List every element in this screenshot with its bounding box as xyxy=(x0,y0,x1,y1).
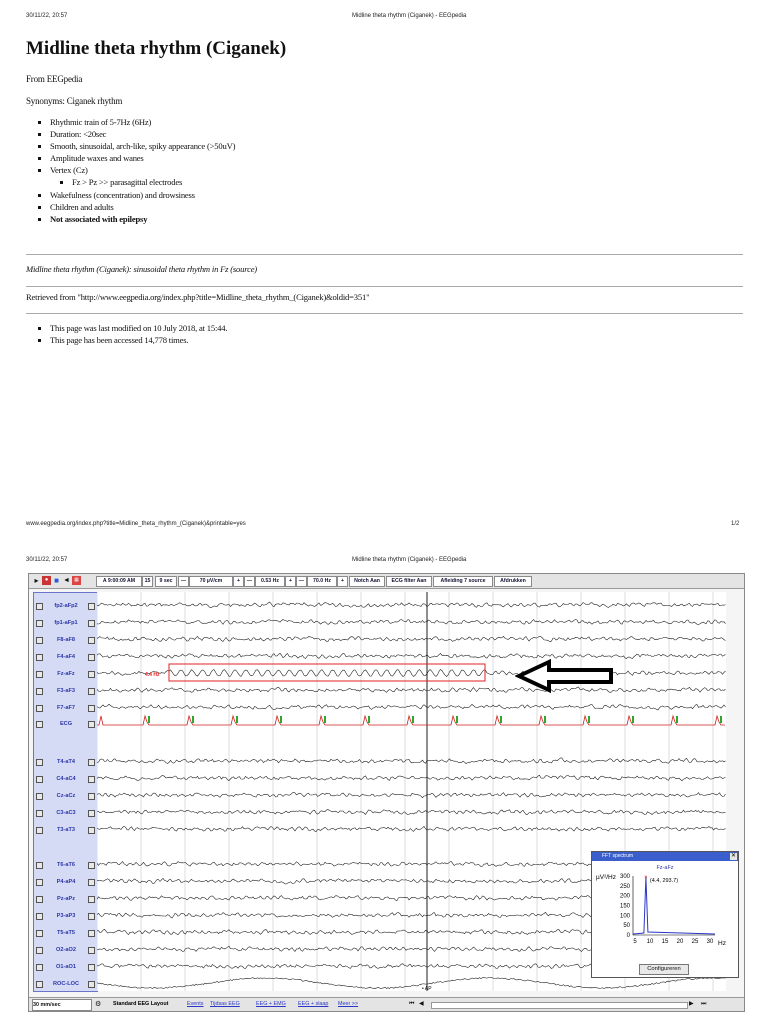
channel-options-icon[interactable] xyxy=(88,896,95,903)
figure-caption: Midline theta rhythm (Ciganek): sinusoidal theta rhythm in Fz (source) xyxy=(26,264,257,274)
channel-row[interactable] xyxy=(34,824,97,836)
page-number: 1/2 xyxy=(731,521,740,527)
eeg-toolbar xyxy=(29,574,744,589)
channel-row[interactable] xyxy=(34,876,97,888)
channel-options-icon[interactable] xyxy=(88,776,95,783)
tab-eeg-slaap[interactable]: EEG + slaap xyxy=(298,1001,329,1007)
speed-value: 30 mm/sec xyxy=(33,1002,61,1008)
channel-toggle-icon[interactable] xyxy=(36,688,43,695)
eeg-trace xyxy=(97,620,726,625)
notch-button[interactable]: Notch Aan xyxy=(349,576,385,587)
fft-ytick: 0 xyxy=(626,933,630,939)
channel-options-icon[interactable] xyxy=(88,913,95,920)
channel-toggle-icon[interactable] xyxy=(36,827,43,834)
channel-row[interactable] xyxy=(34,944,97,956)
eeg-trace xyxy=(97,636,726,641)
retrieved-link[interactable]: Retrieved from "http://www.eegpedia.org/index.php?title=Midline_theta_rhythm_(Ciganek)&oldid=351" xyxy=(26,292,370,302)
channel-label: ECG xyxy=(59,721,73,727)
frequency-marker-label: 4.4 Hz xyxy=(145,672,160,678)
channel-label: O1-aO1 xyxy=(56,964,76,970)
channel-options-icon[interactable] xyxy=(88,810,95,817)
channel-options-icon[interactable] xyxy=(88,654,95,661)
channel-toggle-icon[interactable] xyxy=(36,862,43,869)
close-icon[interactable]: ✕ xyxy=(730,853,737,859)
qrs-marker xyxy=(456,716,458,723)
channel-options-icon[interactable] xyxy=(88,688,95,695)
time-scrollbar[interactable] xyxy=(431,1002,688,1009)
qrs-marker xyxy=(720,716,722,723)
divider xyxy=(26,313,743,314)
tab-eeg-emg[interactable]: EEG + EMG xyxy=(256,1001,286,1007)
list-item-text: Vertex (Cz) xyxy=(50,165,88,176)
channel-toggle-icon[interactable] xyxy=(36,759,43,766)
channel-label: ROC-LOC xyxy=(52,981,80,987)
fft-ytick: 150 xyxy=(619,903,630,910)
theta-highlight-box[interactable] xyxy=(169,664,485,681)
eeg-trace xyxy=(97,792,726,798)
channel-label: T5-aT5 xyxy=(56,930,76,936)
eeg-trace xyxy=(97,653,726,658)
qrs-marker xyxy=(280,716,282,723)
arrow-left-icon xyxy=(515,658,615,694)
channel-options-icon[interactable] xyxy=(88,964,95,971)
sub-list-item: ▪ Fz > Pz >> parasagittal electrodes xyxy=(72,176,235,188)
settings-icon[interactable]: ⚙ xyxy=(95,1001,102,1008)
channel-options-icon[interactable] xyxy=(88,705,95,712)
eeg-trace xyxy=(97,602,726,608)
channel-row[interactable] xyxy=(34,859,97,871)
channel-toggle-icon[interactable] xyxy=(36,671,43,678)
channel-row[interactable] xyxy=(34,718,97,730)
channel-row[interactable] xyxy=(34,685,97,697)
channel-label: F3-aF3 xyxy=(56,688,76,694)
channel-toggle-icon[interactable] xyxy=(36,964,43,971)
lowcut-minus-button[interactable]: — xyxy=(244,576,255,587)
channel-row[interactable] xyxy=(34,773,97,785)
record-icon[interactable]: ● xyxy=(42,576,51,585)
eeg-trace xyxy=(97,826,726,831)
print-url: www.eegpedia.org/index.php?title=Midline_theta_rhythm_(Ciganek)&printable=yes xyxy=(26,521,246,527)
list-item: ▪ Duration: <20sec xyxy=(50,128,235,140)
fft-xtick: 5 xyxy=(633,939,637,945)
print-date: 30/11/22, 20:57 xyxy=(26,557,68,563)
page-title: Midline theta rhythm (Ciganek) xyxy=(26,38,287,59)
channel-row[interactable] xyxy=(34,893,97,905)
channel-label: F8-aF8 xyxy=(56,637,76,643)
channel-row[interactable] xyxy=(34,756,97,768)
channel-toggle-icon[interactable] xyxy=(36,793,43,800)
channel-list xyxy=(33,592,98,992)
channel-options-icon[interactable] xyxy=(88,947,95,954)
pointer-icon[interactable]: ▸ xyxy=(34,576,39,585)
qrs-marker xyxy=(500,716,502,723)
fft-channel-label: Fz-aFz xyxy=(656,865,674,871)
channel-row[interactable] xyxy=(34,651,97,663)
synonyms-line: Synonyms: Ciganek rhythm xyxy=(26,96,123,106)
list-item xyxy=(50,164,235,188)
ecg-filter-button[interactable]: ECG filter Aan xyxy=(386,576,432,587)
channel-row[interactable] xyxy=(34,702,97,714)
channel-label: fp1-aFp1 xyxy=(54,620,78,626)
channel-toggle-icon[interactable] xyxy=(36,947,43,954)
gain-minus-button[interactable]: — xyxy=(178,576,189,587)
eeg-trace xyxy=(97,687,726,692)
list-item: ▪ This page was last modified on 10 July 2018, at 15:44. xyxy=(50,322,227,334)
channel-options-icon[interactable] xyxy=(88,879,95,886)
lowcut-plus-button[interactable]: + xyxy=(285,576,296,587)
timebase-select[interactable]: 9 sec xyxy=(155,576,177,587)
channel-options-icon[interactable] xyxy=(88,793,95,800)
qrs-marker xyxy=(588,716,590,723)
list-item: ▪ Rhythmic train of 5-7Hz (6Hz) xyxy=(50,116,235,128)
fft-ytick: 50 xyxy=(623,923,630,930)
fft-peak-marker: × xyxy=(644,875,648,882)
print-title: Midline theta rhythm (Ciganek) - EEGpedia xyxy=(352,13,467,19)
fft-titlebar[interactable] xyxy=(592,852,738,861)
channel-toggle-icon[interactable] xyxy=(36,721,43,728)
channel-row[interactable] xyxy=(34,600,97,612)
next-page-icon[interactable]: ▶ xyxy=(689,1001,694,1007)
channel-row[interactable] xyxy=(34,668,97,680)
qrs-marker xyxy=(632,716,634,723)
eeg-trace xyxy=(97,670,726,677)
print-button[interactable]: Afdrukken xyxy=(494,576,532,587)
channel-row[interactable] xyxy=(34,634,97,646)
channel-toggle-icon[interactable] xyxy=(36,637,43,644)
list-item: ▪ This page has been accessed 14,778 times. xyxy=(50,334,227,346)
divider xyxy=(26,254,743,255)
qrs-marker xyxy=(412,716,414,723)
channel-toggle-icon[interactable] xyxy=(36,654,43,661)
eeg-trace xyxy=(97,704,726,710)
channel-options-icon[interactable] xyxy=(88,671,95,678)
fft-xtick: 20 xyxy=(676,939,684,945)
eeg-viewer xyxy=(28,573,745,1012)
qrs-marker xyxy=(368,716,370,723)
channel-row[interactable] xyxy=(34,961,97,973)
list-item: ▪ Not associated with epilepsy xyxy=(50,213,235,225)
print-title: Midline theta rhythm (Ciganek) - EEGpedia xyxy=(352,557,467,563)
channel-label: Fz-aFz xyxy=(57,671,75,677)
channel-options-icon[interactable] xyxy=(88,620,95,627)
first-page-icon[interactable]: ⏮ xyxy=(409,1001,415,1007)
channel-options-icon[interactable] xyxy=(88,930,95,937)
eeg-trace xyxy=(97,978,726,989)
channel-label: P3-aP3 xyxy=(56,913,76,919)
channel-options-icon[interactable] xyxy=(88,637,95,644)
channel-label: T4-aT4 xyxy=(56,759,76,765)
channel-toggle-icon[interactable] xyxy=(36,603,43,610)
tab-tijdsas[interactable]: Tijdsas EEG xyxy=(210,1001,240,1007)
eeg-trace xyxy=(97,810,726,815)
channel-label: C3-aC3 xyxy=(56,810,76,816)
channel-options-icon[interactable] xyxy=(88,759,95,766)
channel-label: C4-aC4 xyxy=(56,776,76,782)
qrs-marker xyxy=(192,716,194,723)
list-item: ▪ Wakefulness (concentration) and drowsiness xyxy=(50,189,235,201)
fft-xtick: 25 xyxy=(691,939,699,945)
fft-ytick: 300 xyxy=(619,874,630,880)
channel-toggle-icon[interactable] xyxy=(36,620,43,627)
qrs-marker xyxy=(148,716,150,723)
highcut-field[interactable]: 70.0 Hz xyxy=(307,576,337,587)
derivation-select[interactable]: Afleiding 7 source xyxy=(433,576,493,587)
channel-options-icon[interactable] xyxy=(88,862,95,869)
channel-toggle-icon[interactable] xyxy=(36,913,43,920)
fft-xlabel: Hz xyxy=(718,940,726,947)
channel-row[interactable] xyxy=(34,978,97,990)
channel-label: T3-aT3 xyxy=(56,827,76,833)
channel-label: F4-aF4 xyxy=(56,654,76,660)
eeg-trace xyxy=(97,758,726,764)
fft-spectrum-line xyxy=(633,877,715,934)
fft-plot xyxy=(592,861,738,965)
channel-label: P4-aP4 xyxy=(56,879,76,885)
fft-ytick: 200 xyxy=(619,893,630,900)
prev-page-icon[interactable]: ◀ xyxy=(419,1001,424,1007)
channel-row[interactable] xyxy=(34,910,97,922)
list-item: ▪ Amplitude waxes and wanes xyxy=(50,152,235,164)
channel-toggle-icon[interactable] xyxy=(36,776,43,783)
time-field[interactable]: A 9:00:09 AM xyxy=(96,576,142,587)
channel-toggle-icon[interactable] xyxy=(36,896,43,903)
qrs-marker xyxy=(324,716,326,723)
channel-label: Pz-aPz xyxy=(56,896,76,902)
list-item: ▪ Smooth, sinusoidal, arch-like, spiky appearance (>50uV) xyxy=(50,140,235,152)
channel-row[interactable] xyxy=(34,790,97,802)
channel-toggle-icon[interactable] xyxy=(36,981,43,988)
fft-title: FFT spectrum xyxy=(602,853,634,859)
fft-window[interactable] xyxy=(591,851,739,978)
channel-label: T6-aT6 xyxy=(56,862,76,868)
page-field[interactable]: 15 xyxy=(142,576,153,587)
feature-list xyxy=(38,116,235,225)
fft-xtick: 10 xyxy=(646,939,654,945)
fft-ylabel: µV²/Hz xyxy=(596,874,616,881)
qrs-marker xyxy=(544,716,546,723)
folder-icon[interactable]: ■ xyxy=(54,576,59,585)
channel-toggle-icon[interactable] xyxy=(36,810,43,817)
channel-toggle-icon[interactable] xyxy=(36,930,43,937)
print-date: 30/11/22, 20:57 xyxy=(26,13,68,19)
fft-ytick: 100 xyxy=(619,913,630,920)
fft-xtick: 15 xyxy=(661,939,669,945)
eeg-trace xyxy=(97,775,726,780)
divider xyxy=(26,286,743,287)
qrs-marker xyxy=(676,716,678,723)
channel-options-icon[interactable] xyxy=(88,603,95,610)
last-page-icon[interactable]: ⏭ xyxy=(701,1001,707,1007)
channel-label: O2-aO2 xyxy=(56,947,76,953)
channel-label: F7-aF7 xyxy=(56,705,76,711)
channel-options-icon[interactable] xyxy=(88,827,95,834)
channel-label: Cz-aCz xyxy=(56,793,76,799)
channel-row[interactable] xyxy=(34,807,97,819)
event-marker-label: • AP xyxy=(422,986,432,991)
list-item: ▪ Children and adults xyxy=(50,201,235,213)
channel-toggle-icon[interactable] xyxy=(36,879,43,886)
grid-icon[interactable]: ▦ xyxy=(72,576,81,585)
gain-field[interactable]: 70 µV/cm xyxy=(189,576,233,587)
configure-button[interactable]: Configureren xyxy=(639,964,689,975)
tab-more[interactable]: Meer >> xyxy=(338,1001,359,1007)
fft-ytick: 250 xyxy=(619,883,630,890)
speaker-icon[interactable]: ◄ xyxy=(63,577,70,584)
qrs-marker xyxy=(236,716,238,723)
highcut-minus-button[interactable]: — xyxy=(296,576,307,587)
speed-field[interactable] xyxy=(32,999,92,1011)
footer-info xyxy=(38,322,227,347)
fft-xtick: 30 xyxy=(706,939,714,945)
ecg-trace xyxy=(97,716,725,725)
channel-options-icon[interactable] xyxy=(88,721,95,728)
fft-peak-label: (4.4, 293.7) xyxy=(649,878,679,885)
highcut-plus-button[interactable]: + xyxy=(337,576,348,587)
channel-row[interactable] xyxy=(34,927,97,939)
channel-row[interactable] xyxy=(34,617,97,629)
tab-events[interactable]: Events xyxy=(187,1001,204,1007)
lowcut-field[interactable]: 0.53 Hz xyxy=(255,576,285,587)
channel-toggle-icon[interactable] xyxy=(36,705,43,712)
eeg-statusbar xyxy=(29,997,744,1011)
channel-label: fp2-aFp2 xyxy=(54,603,78,609)
channel-options-icon[interactable] xyxy=(88,981,95,988)
tab-standard-layout[interactable]: Standard EEG Layout xyxy=(113,1001,169,1007)
from-line: From EEGpedia xyxy=(26,74,83,84)
gain-plus-button[interactable]: + xyxy=(233,576,244,587)
